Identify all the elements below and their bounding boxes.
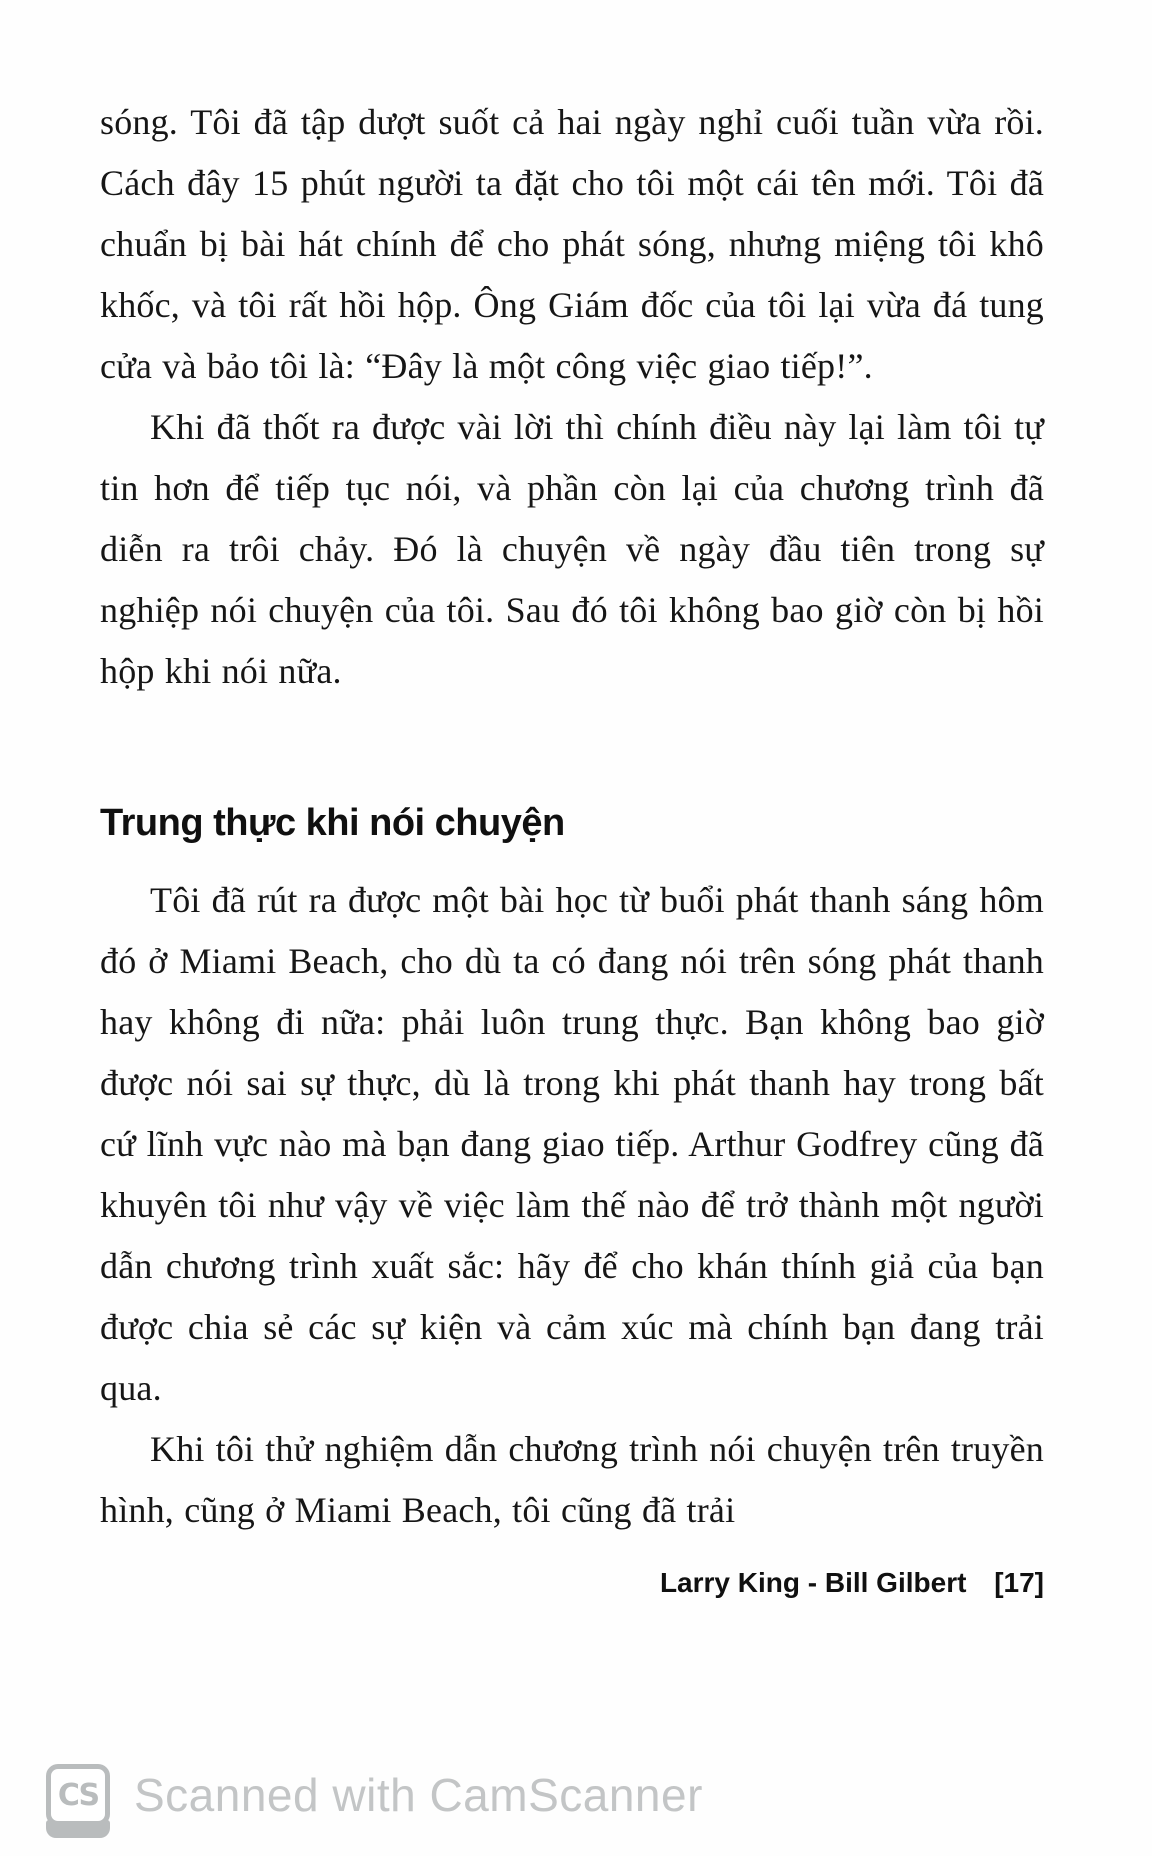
footer-authors: Larry King - Bill Gilbert (659, 1567, 967, 1598)
page-footer (100, 1563, 1044, 1603)
paragraph-tv-experiment: Khi tôi thử nghiệm dẫn chương trình nói chuyện trên truyền hình, cũng ở Miami Beach, tôi cũng đã trải (100, 1429, 1044, 1530)
camscanner-logo-icon (46, 1764, 110, 1838)
paragraph-honesty-lesson: Tôi đã rút ra được một bài học từ buổi phát thanh sáng hôm đó ở Miami Beach, cho dù ta có đang nói trên sóng phát thanh hay không đi nữa: phải luôn trung thực. Bạn không bao giờ được nói sai sự thực, dù là trong khi phát thanh hay trong bất cứ lĩnh vực nào mà bạn đang giao tiếp. Arthur Godfrey cũng đã khuyên tôi như vậy về việc làm thế nào để trở thành một người dẫn chương trình xuất sắc: hãy để cho khán thính giả của bạn được chia sẻ các sự kiện và cảm xúc mà chính bạn đang trải qua. (100, 880, 1044, 1408)
paragraph-first-day-story: Khi đã thốt ra được vài lời thì chính điều này lại làm tôi tự tin hơn để tiếp tục nói, và phần còn lại của chương trình đã diễn ra trôi chảy. Đó là chuyện về ngày đầu tiên trong sự nghiệp nói chuyện của tôi. Sau đó tôi không bao giờ còn bị hồi hộp khi nói nữa. (100, 407, 1044, 691)
camscanner-logo-box (46, 1764, 110, 1826)
section-heading: Trung thực khi nói chuyện (100, 802, 565, 844)
watermark-label: Scanned with CamScanner (134, 1769, 703, 1821)
footer-page-number: [17] (994, 1567, 1044, 1598)
paragraph-continuation: sóng. Tôi đã tập dượt suốt cả hai ngày nghỉ cuối tuần vừa rồi. Cách đây 15 phút người ta đặt cho tôi một cái tên mới. Tôi đã chuẩn bị bài hát chính để cho phát sóng, nhưng miệng tôi khô khốc, và tôi rất hồi hộp. Ông Giám đốc của tôi lại vừa đá tung cửa và bảo tôi là: “Đây là một công việc giao tiếp!”. (100, 102, 1044, 386)
camscanner-watermark (46, 1764, 703, 1838)
text-column (100, 0, 1044, 1603)
camscanner-logo-letters: CS (57, 1777, 99, 1813)
